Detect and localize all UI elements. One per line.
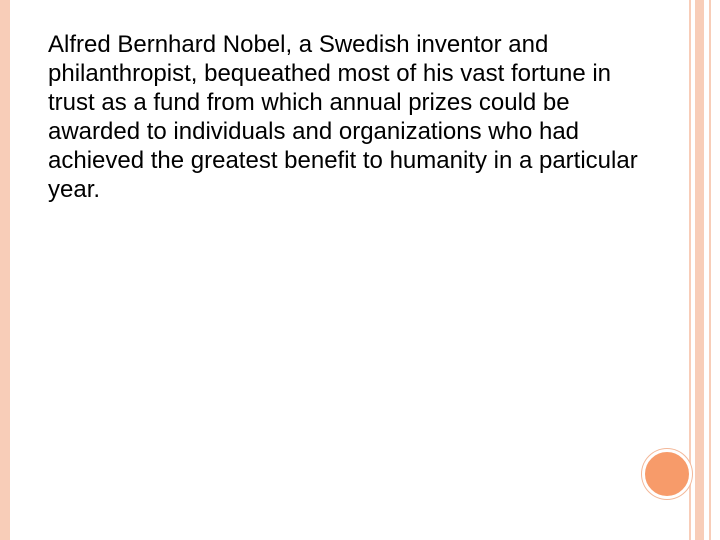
accent-circle-decoration xyxy=(642,449,692,499)
right-border-thin-line xyxy=(709,0,711,540)
right-border-thin-line xyxy=(689,0,691,540)
right-border-stripe xyxy=(695,0,704,540)
slide-body-text: Alfred Bernhard Nobel, a Swedish inventor and philanthropist, bequeathed most of his vast fortune in trust as a fund from which annual prizes could be awarded to individuals and organizations who had achieved the greatest benefit to humanity in a particular year. xyxy=(48,31,638,203)
left-border-stripe xyxy=(0,0,10,540)
